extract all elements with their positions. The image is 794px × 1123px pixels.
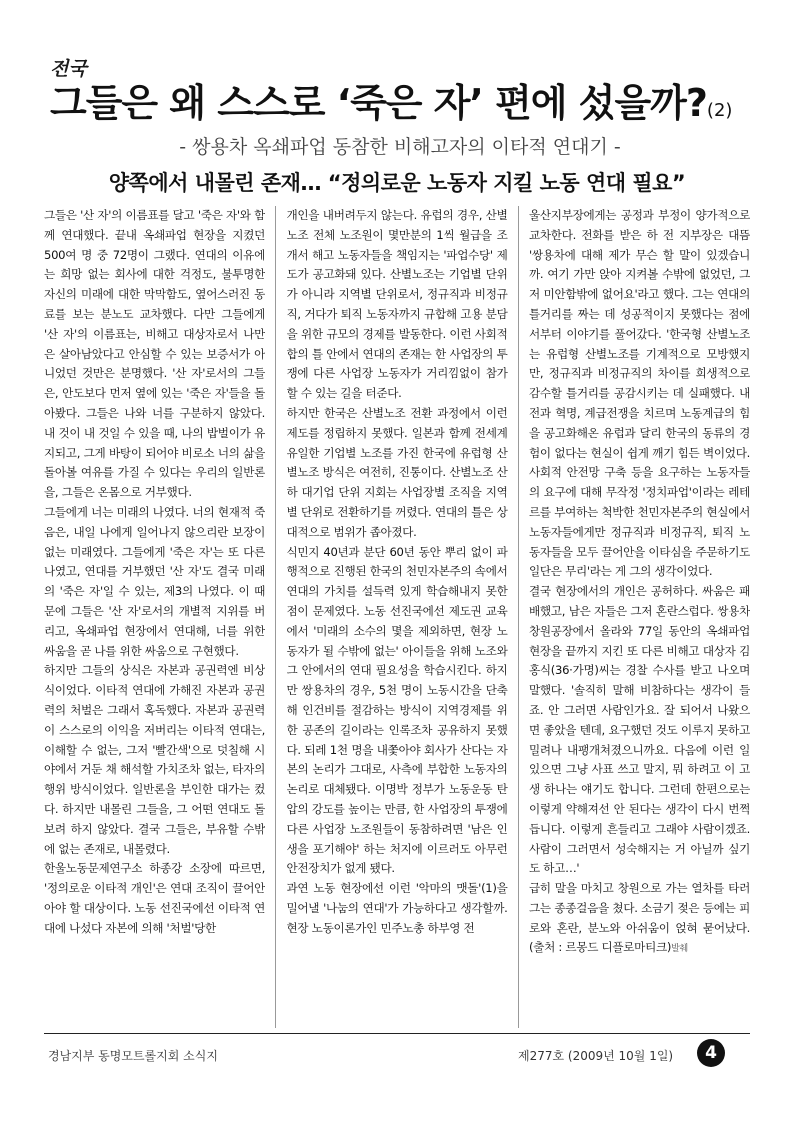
- article-body: [44, 206, 750, 1028]
- column-3: [529, 206, 750, 1028]
- column-divider: [508, 206, 530, 1028]
- title-part: (2): [706, 100, 733, 121]
- footer-issue: 제277호 (2009년 10월 1일): [518, 1049, 674, 1063]
- paragraph: 한울노동문제연구소 하종강 소장에 따르면, '정의로운 이타적 개인'은 연대 조직이 끌어안아야 할 대상이다. 노동 선진국에선 이타적 연대에 나섰다 자본에 의해 '처벌'당한: [44, 861, 265, 935]
- paragraph: 하지만 그들의 상식은 자본과 공권력엔 비상식이었다. 이타적 연대에 가해진 자본과 공권력의 처벌은 그래서 혹독했다. 자본과 공권력이 스스로의 이익을 저버리는 이타적 연대는, 이해할 수 없는, 그저 '빨간색'으로 덧칠해 시야에서 거둔 채 해석할 가치조차 없는, 타자의 행위 방식이었다. 일반론을 부인한 대가는 컸다. 하지만 내몰린 그들을, 그 어떤 연대도 돌보려 하지 않았다. 결국 그들은, 부유할 수밖에 없는 존재로, 내몰렸다.: [44, 663, 265, 856]
- article-subtitle: - 쌍용차 옥쇄파업 동참한 비해고자의 이타적 연대기 -: [179, 136, 621, 158]
- paragraph: 과연 노동 현장에선 이런 '악마의 맷돌'(1)을 밀어낼 '나눔의 연대'가 가능하다고 생각할까. 현장 노동이론가인 민주노총 하부영 전: [286, 881, 508, 935]
- title-text: 그들은 왜 스스로 ‘죽은 자’ 편에 섰을까?: [50, 81, 707, 125]
- footer-rule: [44, 1033, 750, 1034]
- column-1: [44, 206, 265, 1028]
- paragraph-text: 급히 말을 마치고 창원으로 가는 열차를 타러 그는 종종걸음을 쳤다. 소금기 젖은 등에는 피로와 혼란, 분노와 아쉬움이 얹혀 묻어났다.(출처 : 르몽드 디플로마티크): [529, 881, 750, 955]
- footer-publication: 경남지부 동명모트롤지회 소식지: [48, 1049, 218, 1063]
- column-2: [287, 206, 508, 1028]
- paragraph: 결국 현장에서의 개인은 공허하다. 싸움은 패배했고, 남은 자들은 그저 혼란스럽다. 쌍용차 창원공장에서 올라와 77일 동안의 옥쇄파업 현장을 끝까지 지킨 또 다른 비해고 대상자 김홍식(36·가명)씨는 경찰 수사를 받고 나오며 말했다. '솔직히 말해 비참하다는 생각이 들죠. 안 그러면 사람인가요. 잘 되어서 나왔으면 좋았을 텐데, 요구했던 것도 이루지 못하고 밀려나 내팽개쳐졌으니까요. 다음에 이런 일 있으면 그냥 사표 쓰고 말지, 뭐 하려고 이 고생 하나는 얘기도 합니다. 그런데 한편으로는 이렇게 약해져선 안 된다는 생각이 다시 번쩍 듭니다. 이렇게 흔들리고 그래야 사람이겠죠. 사람이 그러면서 성숙해지는 거 아닐까 싶기도 하고…': [529, 584, 750, 876]
- paragraph: [529, 879, 750, 960]
- paragraph: 그들은 '산 자'의 이름표를 달고 '죽은 자'와 함께 연대했다. 끝내 옥쇄파업 현장을 지켰던 500여 명 중 72명이 그랬다. 연대의 이유에는 희망 없는 회사에 대한 걱정도, 불투명한 자신의 미래에 대한 막막함도, 옆어스러진 동료를 보는 분노도 교차했다. 다만 그들에게 '산 자'의 이름표는, 비해고 대상자로서 나만은 살아남았다고 안심할 수 있는 보증서가 아니었던 것만은 분명했다. '산 자'로서의 그들은, 안도보다 먼저 옆에 있는 '죽은 자'들을 돌아봤다. 그들은 나와 너를 구분하지 않았다. 내 것이 내 것일 수 있을 때, 나의 밥벌이가 유지되고, 그게 바탕이 되어야 비로소 너의 삶을 돌아볼 여유를 가질 수 있다는 우리의 일반론을, 그들은 온몸으로 거부했다.: [44, 208, 265, 500]
- section-tag: 전국: [50, 58, 87, 80]
- page-number: 4: [697, 1039, 725, 1067]
- article-headline: 양쪽에서 내몰린 존재… “정의로운 노동자 지킬 노동 연대 필요”: [108, 171, 686, 195]
- credit-label: 발췌: [671, 944, 688, 955]
- paragraph: 식민지 40년과 분단 60년 동안 뿌리 없이 파행적으로 진행된 한국의 천민자본주의 속에서 연대의 가치를 설득력 있게 학습해내지 못한 점이 문제였다. 노동 선진국에선 제도권 교육에서 '미래의 소수의 몇을 제외하면, 현장 노동자가 될 수밖에 없는' 아이들을 위해 노조와 그 안에서의 연대 필요성을 학습시킨다. 하지만 쌍용차의 경우, 5천 명이 노동시간을 단축해 인건비를 절감하는 방식이 지역경제를 위한 공존의 길이라는 인록조차 공유하지 못했다. 되레 1천 명을 내쫓아야 회사가 산다는 자본의 논리가 그대로, 사측에 부합한 노동자의 논리로 대체됐다. 이명박 정부가 노동운동 탄압의 강도를 높이는 만큼, 한 사업장의 투쟁에 다른 사업장 노조원들이 동참하려면 '남은 인생을 포기해야' 하는 처지에 이르러도 아무런 안전장치가 없게 됐다.: [286, 544, 508, 876]
- column-divider: [265, 206, 287, 1028]
- paragraph: 개인을 내버려두지 않는다. 유럽의 경우, 산별노조 전체 노조원이 몇만분의 1씩 월급을 조개서 해고 노동자들을 책임지는 '파업수당' 제도가 공고화돼 있다. 산별노조는 기업별 단위가 아니라 지역별 단위로서, 정규직과 비정규직, 거다가 퇴직 노동자까지 규합해 고용 분담을 위한 규모의 경제를 발동한다. 이런 사회적 합의 틀 안에서 연대의 존재는 한 사업장의 투쟁에 다른 사업장 노동자가 거리낌없이 참가할 수 있는 길을 터준다.: [286, 208, 508, 401]
- article-title: [50, 78, 750, 136]
- paragraph: 울산지부장에게는 공정과 부정이 양가적으로 교차한다. 전화를 받은 하 전 지부장은 대뜸 '쌍용차에 대해 제가 무슨 할 말이 있겠습니까. 여기 가만 앉아 지켜볼 수밖에 없었던, 그저 미안함밖에 없어요'라고 했다. 그는 연대의 틀거리를 짜는 데 성공적이지 못했다는 점에서부터 이야기를 풀어갔다. '한국형 산별노조는 유럽형 산별노조를 기계적으로 모방했지만, 정규직과 비정규직의 차이를 희생적으로 감수할 틀거리를 공감시키는 데 실패했다. 내전과 혁명, 계급전쟁을 치르며 노동계급의 힘을 공고화해온 유럽과 달리 한국의 동류의 경험이 없다는 현실이 쉽게 깨기 힘든 벽이었다. 사회적 안전망 구축 등을 요구하는 노동자들의 요구에 대해 무작정 '정치파업'이라는 레테르를 부여하는 척박한 천민자본주의 현실에서 노동자들에게만 정규직과 비정규직, 퇴직 노동자들을 모두 끌어안을 이타심을 주문하기도 일단은 무리'라는 게 그의 생각이었다.: [529, 208, 750, 579]
- paragraph: 하지만 한국은 산별노조 전환 과정에서 이런 제도를 정립하지 못했다. 일본과 함께 전세계 유일한 기업별 노조를 가진 한국에 유럽형 산별노조 방식은 여전히, 진통이다. 산별노조 산하 대기업 단위 지회는 사업장별 조직을 지역별 단위로 전환하기를 꺼렸다. 연대의 틀은 상대적으로 범위가 좁아졌다.: [286, 405, 508, 539]
- paragraph: 그들에게 너는 미래의 나였다. 너의 현재적 죽음은, 내일 나에게 일어나지 않으리란 보장이 없는 미래였다. 그들에게 '죽은 자'는 또 다른 나였고, 연대를 거부했던 '산 자'도 결국 미래의 '죽은 자'일 수 있는, 제3의 나였다. 이 때문에 그들은 '산 자'로서의 개별적 지위를 버리고, 옥쇄파업 현장에서 연대해, 너를 위한 싸움을 곧 나를 위한 싸움으로 구현했다.: [44, 504, 265, 658]
